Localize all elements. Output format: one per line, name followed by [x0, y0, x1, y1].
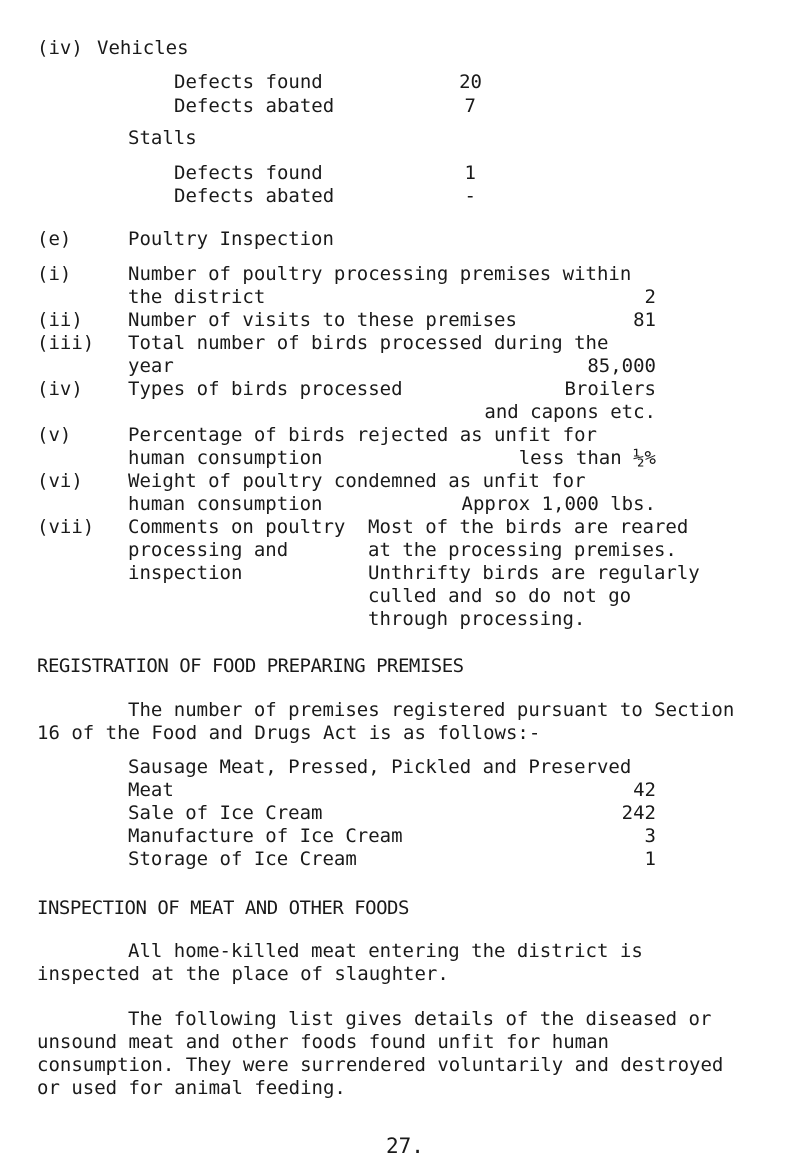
poultry-heading: Poultry Inspection [128, 228, 334, 250]
item-value: Broilers [564, 378, 656, 400]
item-label: year [128, 355, 174, 377]
item-number: (v) [37, 424, 72, 446]
item-label: Comments on poultry [128, 516, 346, 538]
registration-intro: 16 of the Food and Drugs Act is as follows:- [37, 722, 541, 744]
inspection-paragraph-line: consumption. They were surrendered voluntarily and destroyed [37, 1054, 724, 1076]
item-value: 85,000 [587, 355, 656, 377]
section-number: (e) [37, 228, 72, 250]
vehicles-defects-found-label: Defects found [174, 71, 323, 93]
stalls-heading: Stalls [128, 127, 197, 149]
inspection-paragraph-line: All home-killed meat entering the district is [128, 940, 643, 962]
registration-intro: The number of premises registered pursuant to Section [128, 699, 735, 721]
registration-row-label: Meat [128, 779, 174, 801]
inspection-paragraph-line: or used for animal feeding. [37, 1077, 346, 1099]
item-value: Approx 1,000 lbs. [461, 493, 656, 515]
stalls-defects-found-label: Defects found [174, 162, 323, 184]
registration-row-value: 242 [621, 802, 656, 824]
item-number: (iv) [37, 378, 83, 400]
item-label: inspection [128, 562, 243, 584]
section-number: (iv) [37, 37, 83, 59]
comment-line: Most of the birds are reared [368, 516, 689, 538]
item-label: human consumption [128, 493, 323, 515]
inspection-heading: INSPECTION OF MEAT AND OTHER FOODS [37, 897, 409, 919]
registration-row-label: Storage of Ice Cream [128, 848, 357, 870]
registration-heading: REGISTRATION OF FOOD PREPARING PREMISES [37, 655, 464, 677]
registration-row-label: Sale of Ice Cream [128, 802, 323, 824]
item-label: processing and [128, 539, 289, 561]
item-label: Percentage of birds rejected as unfit for [128, 424, 597, 446]
vehicles-defects-abated-value: 7 [464, 95, 476, 117]
page-number: 27. [386, 1134, 424, 1158]
vehicles-defects-abated-label: Defects abated [174, 95, 335, 117]
registration-row-label: Sausage Meat, Pressed, Pickled and Preserved [128, 756, 632, 778]
vehicles-defects-found-value: 20 [459, 71, 482, 93]
comment-line: Unthrifty birds are regularly [368, 562, 700, 584]
item-number: (vii) [37, 516, 95, 538]
registration-row-label: Manufacture of Ice Cream [128, 825, 403, 847]
item-label: Weight of poultry condemned as unfit for [128, 470, 586, 492]
item-value: less than ½% [518, 447, 656, 469]
item-number: (iii) [37, 332, 95, 354]
vehicles-heading: Vehicles [97, 37, 189, 59]
comment-line: at the processing premises. [368, 539, 677, 561]
stalls-defects-found-value: 1 [464, 162, 476, 184]
inspection-paragraph-line: inspected at the place of slaughter. [37, 963, 449, 985]
registration-row-value: 3 [644, 825, 656, 847]
comment-line: culled and so do not go [368, 585, 632, 607]
inspection-paragraph-line: The following list gives details of the diseased or [128, 1008, 712, 1030]
item-value: and capons etc. [484, 401, 656, 423]
item-value: 2 [644, 286, 656, 308]
item-label: Total number of birds processed during the [128, 332, 609, 354]
stalls-defects-abated-label: Defects abated [174, 185, 335, 207]
item-number: (i) [37, 263, 72, 285]
item-label: Types of birds processed [128, 378, 403, 400]
comment-line: through processing. [368, 608, 586, 630]
item-value: 81 [633, 309, 656, 331]
item-label: the district [128, 286, 266, 308]
item-number: (ii) [37, 309, 83, 331]
registration-row-value: 42 [633, 779, 656, 801]
inspection-paragraph-line: unsound meat and other foods found unfit for human [37, 1031, 609, 1053]
item-number: (vi) [37, 470, 83, 492]
registration-row-value: 1 [644, 848, 656, 870]
item-label: Number of poultry processing premises within [128, 263, 632, 285]
item-label: Number of visits to these premises [128, 309, 517, 331]
item-label: human consumption [128, 447, 323, 469]
stalls-defects-abated-value: - [464, 185, 476, 207]
